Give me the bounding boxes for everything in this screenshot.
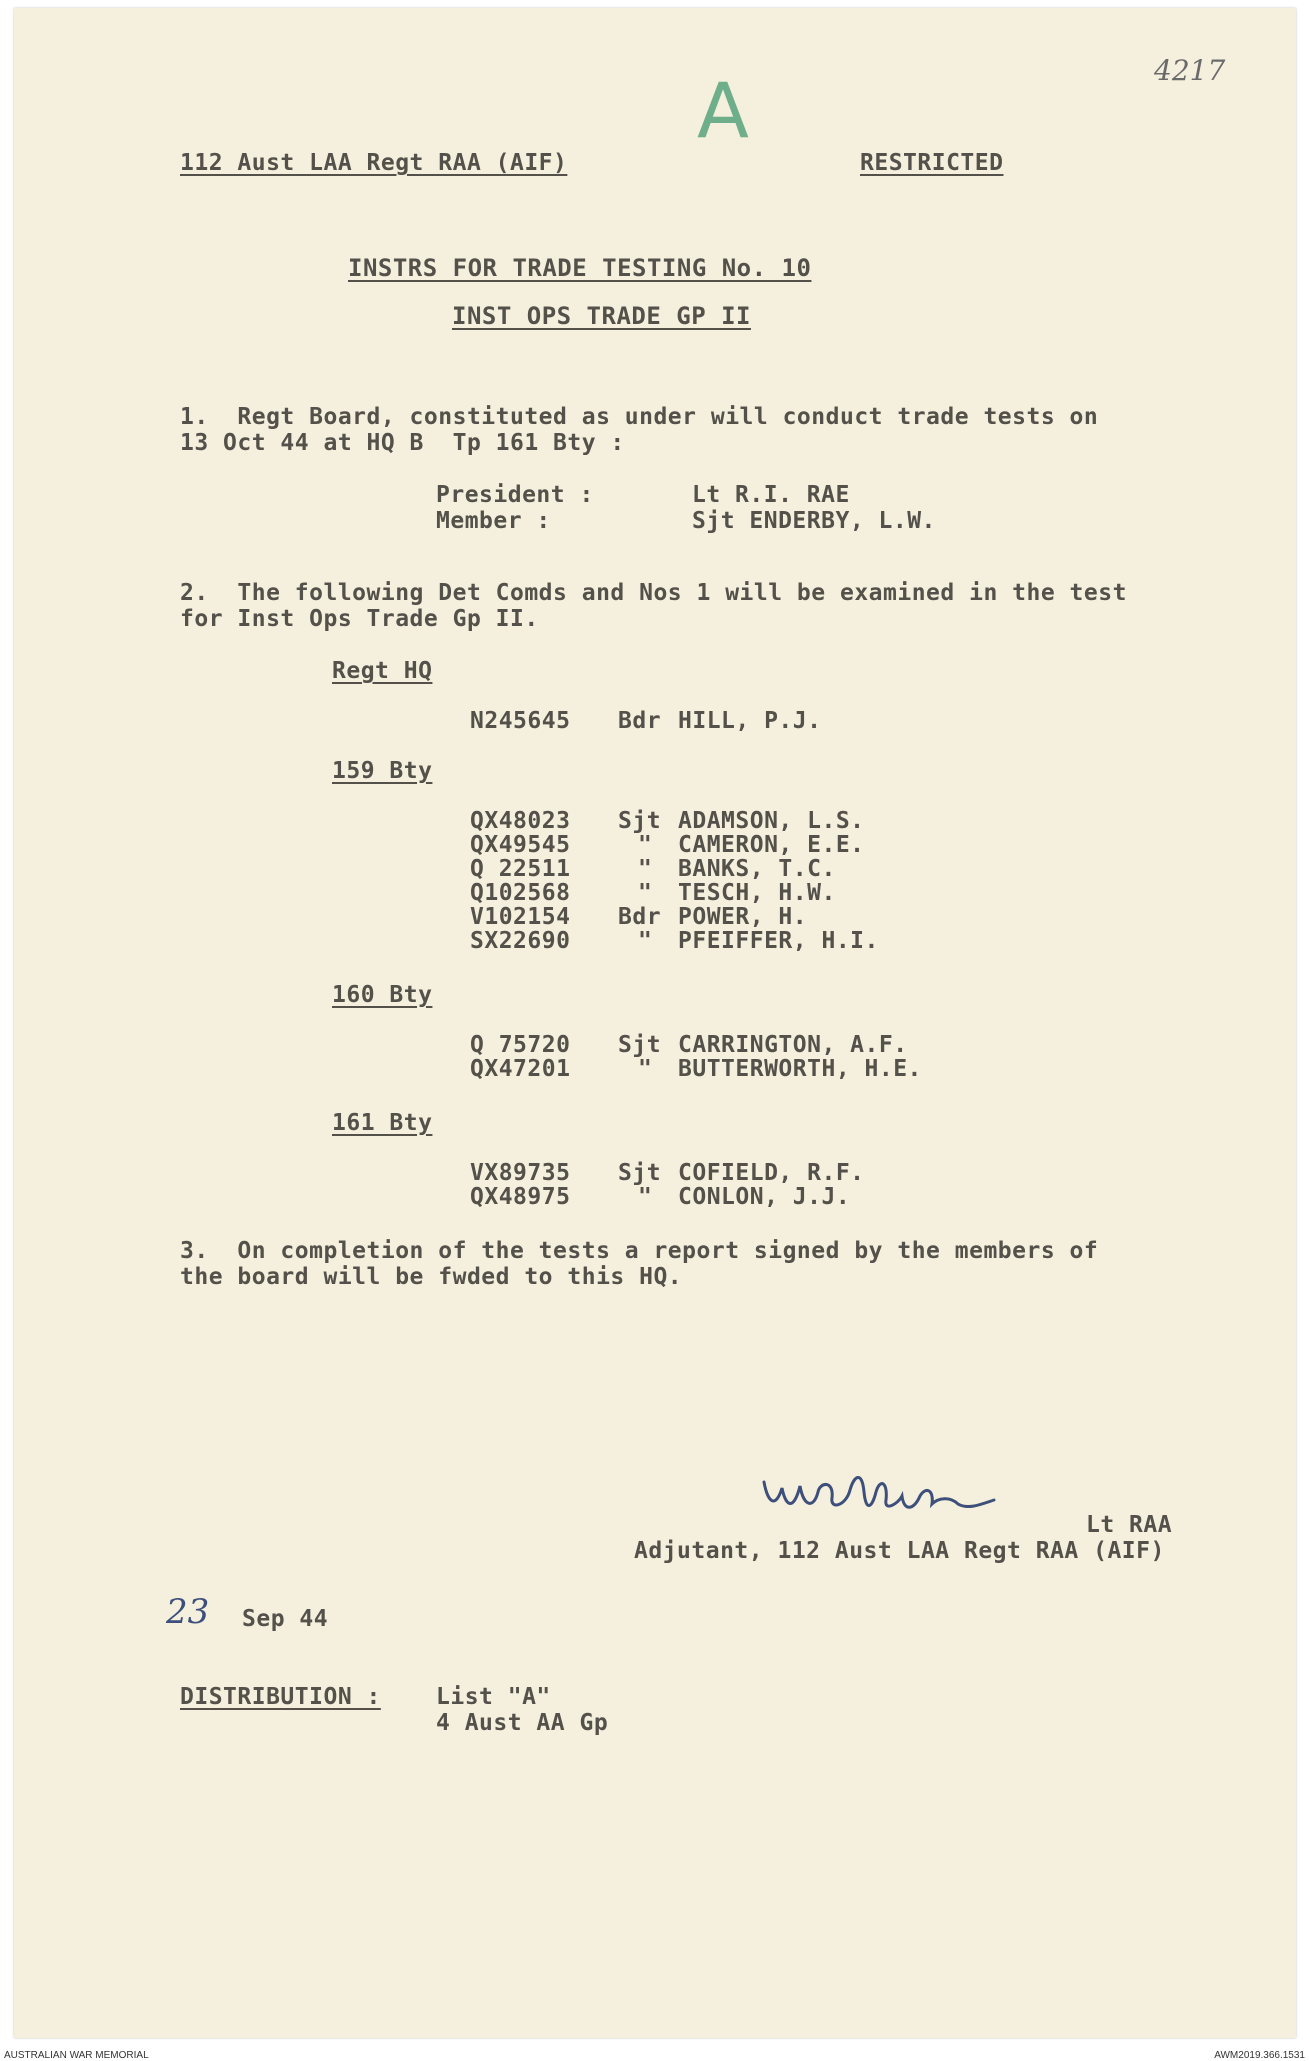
service-number: QX48975 bbox=[470, 1184, 571, 1210]
list-mark: A bbox=[697, 66, 749, 155]
service-number: Q102568 bbox=[470, 880, 571, 906]
rank: " bbox=[638, 928, 653, 954]
person-name: BUTTERWORTH, H.E. bbox=[678, 1056, 922, 1082]
document-title: INSTRS FOR TRADE TESTING No. 10 bbox=[348, 254, 812, 282]
rank: Sjt bbox=[618, 1032, 662, 1058]
person-name: PFEIFFER, H.I. bbox=[678, 928, 879, 954]
document-page bbox=[14, 8, 1296, 2038]
service-number: N245645 bbox=[470, 708, 571, 734]
date-day: 23 bbox=[166, 1592, 210, 1632]
para-3-line-1: 3. On completion of the tests a report signed by the members of bbox=[180, 1238, 1099, 1264]
group-heading: 159 Bty bbox=[332, 758, 433, 784]
distribution-line-2: 4 Aust AA Gp bbox=[436, 1710, 609, 1736]
para-2-line-2: for Inst Ops Trade Gp II. bbox=[180, 606, 539, 632]
person-name: CONLON, J.J. bbox=[678, 1184, 851, 1210]
para-1-line-1: 1. Regt Board, constituted as under will conduct trade tests on bbox=[180, 404, 1099, 430]
person-name: CARRINGTON, A.F. bbox=[678, 1032, 908, 1058]
person-name: HILL, P.J. bbox=[678, 708, 822, 734]
classification: RESTRICTED bbox=[860, 150, 1004, 176]
group-heading: 160 Bty bbox=[332, 982, 433, 1008]
para-1-line-2: 13 Oct 44 at HQ B Tp 161 Bty : bbox=[180, 430, 625, 456]
signatory-appointment: Adjutant, 112 Aust LAA Regt RAA (AIF) bbox=[634, 1538, 1165, 1564]
document-subtitle: INST OPS TRADE GP II bbox=[452, 302, 751, 330]
rank: " bbox=[638, 1184, 653, 1210]
person-name: CAMERON, E.E. bbox=[678, 832, 865, 858]
member-label: Member : bbox=[436, 508, 551, 534]
para-2-line-1: 2. The following Det Comds and Nos 1 will be examined in the test bbox=[180, 580, 1127, 606]
person-name: POWER, H. bbox=[678, 904, 808, 930]
service-number: Q 22511 bbox=[470, 856, 571, 882]
service-number: SX22690 bbox=[470, 928, 571, 954]
group-heading: 161 Bty bbox=[332, 1110, 433, 1136]
service-number: V102154 bbox=[470, 904, 571, 930]
para-3-line-2: the board will be fwded to this HQ. bbox=[180, 1264, 683, 1290]
signatory-rank: Lt RAA bbox=[1086, 1512, 1173, 1538]
person-name: BANKS, T.C. bbox=[678, 856, 836, 882]
president-name: Lt R.I. RAE bbox=[692, 482, 850, 508]
service-number: QX48023 bbox=[470, 808, 571, 834]
rank: " bbox=[638, 880, 653, 906]
president-label: President : bbox=[436, 482, 594, 508]
rank: Sjt bbox=[618, 1160, 662, 1186]
folio-number: 4217 bbox=[1154, 54, 1226, 87]
member-name: Sjt ENDERBY, L.W. bbox=[692, 508, 936, 534]
distribution-line-1: List "A" bbox=[436, 1684, 551, 1710]
rank: " bbox=[638, 1056, 653, 1082]
person-name: COFIELD, R.F. bbox=[678, 1160, 865, 1186]
rank: " bbox=[638, 856, 653, 882]
service-number: QX47201 bbox=[470, 1056, 571, 1082]
footer-left: AUSTRALIAN WAR MEMORIAL bbox=[4, 2050, 149, 2061]
footer-right: AWM2019.366.1531 bbox=[1214, 2050, 1305, 2061]
rank: " bbox=[638, 832, 653, 858]
service-number: QX49545 bbox=[470, 832, 571, 858]
group-heading: Regt HQ bbox=[332, 658, 433, 684]
date-month-year: Sep 44 bbox=[242, 1606, 329, 1632]
rank: Bdr bbox=[618, 708, 662, 734]
rank: Bdr bbox=[618, 904, 662, 930]
service-number: VX89735 bbox=[470, 1160, 571, 1186]
unit-header: 112 Aust LAA Regt RAA (AIF) bbox=[180, 150, 568, 176]
signature-scribble bbox=[754, 1452, 1024, 1532]
rank: Sjt bbox=[618, 808, 662, 834]
service-number: Q 75720 bbox=[470, 1032, 571, 1058]
person-name: TESCH, H.W. bbox=[678, 880, 836, 906]
person-name: ADAMSON, L.S. bbox=[678, 808, 865, 834]
distribution-label: DISTRIBUTION : bbox=[180, 1684, 381, 1710]
